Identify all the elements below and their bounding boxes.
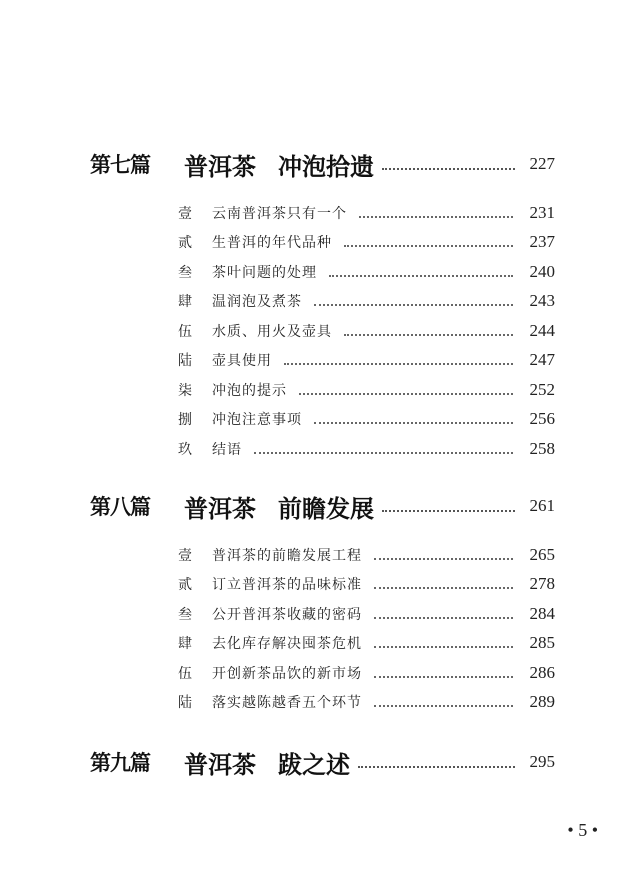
entry-title: 普洱茶的前瞻发展工程 bbox=[212, 548, 362, 564]
toc-entry[interactable] bbox=[178, 630, 555, 656]
entry-number: 壹 bbox=[178, 548, 192, 564]
entry-number: 肆 bbox=[178, 636, 192, 652]
page-number: 243 bbox=[529, 291, 555, 310]
dot-leader bbox=[329, 275, 513, 277]
chapter-title-b: 前瞻发展 bbox=[278, 493, 374, 523]
toc-entry[interactable] bbox=[178, 601, 555, 627]
chapter-title bbox=[184, 147, 374, 182]
entry-title: 生普洱的年代品种 bbox=[212, 235, 332, 251]
toc-entry[interactable] bbox=[178, 660, 555, 686]
footer-page-number: • 5 • bbox=[567, 820, 598, 840]
chapter-title-b: 跋之述 bbox=[278, 749, 350, 779]
entry-number: 伍 bbox=[178, 666, 192, 682]
entry-number: 肆 bbox=[178, 294, 192, 310]
toc-entry[interactable] bbox=[178, 200, 555, 226]
entry-number: 贰 bbox=[178, 577, 192, 593]
entry-number: 陆 bbox=[178, 695, 192, 711]
chapter-title-a: 普洱茶 bbox=[184, 493, 256, 523]
chapter-label: 第七篇 bbox=[90, 152, 150, 177]
entry-title: 壶具使用 bbox=[212, 353, 272, 369]
dot-leader bbox=[254, 452, 513, 454]
dot-leader bbox=[374, 705, 513, 707]
page-number: 261 bbox=[529, 496, 555, 515]
entry-number: 伍 bbox=[178, 324, 192, 340]
dot-leader bbox=[374, 558, 513, 560]
dot-leader bbox=[359, 216, 513, 218]
dot-leader bbox=[358, 766, 515, 768]
chapter-label: 第八篇 bbox=[90, 494, 150, 519]
dot-leader bbox=[382, 510, 515, 512]
chapter-title bbox=[184, 745, 350, 780]
chapter-heading[interactable] bbox=[90, 744, 555, 780]
entry-number: 柒 bbox=[178, 383, 192, 399]
entry-number: 贰 bbox=[178, 235, 192, 251]
toc-entry[interactable] bbox=[178, 689, 555, 715]
entry-title: 冲泡注意事项 bbox=[212, 412, 302, 428]
page-number: 278 bbox=[529, 574, 555, 593]
dot-leader bbox=[382, 168, 515, 170]
dot-leader bbox=[374, 676, 513, 678]
page-number: 295 bbox=[529, 752, 555, 771]
dot-leader bbox=[314, 304, 513, 306]
entry-number: 壹 bbox=[178, 206, 192, 222]
toc-entry[interactable] bbox=[178, 229, 555, 255]
dot-leader bbox=[284, 363, 513, 365]
page-number: 237 bbox=[529, 232, 555, 251]
entry-title: 订立普洱茶的品味标准 bbox=[212, 577, 362, 593]
page-number: 258 bbox=[529, 439, 555, 458]
dot-leader bbox=[374, 617, 513, 619]
entry-title: 水质、用火及壶具 bbox=[212, 324, 332, 340]
chapter-title-a: 普洱茶 bbox=[184, 151, 256, 181]
page-number: 227 bbox=[529, 154, 555, 173]
toc-entry[interactable] bbox=[178, 571, 555, 597]
entry-number: 陆 bbox=[178, 353, 192, 369]
page-number: 244 bbox=[529, 321, 555, 340]
toc-entry[interactable] bbox=[178, 347, 555, 373]
page-number: 256 bbox=[529, 409, 555, 428]
page-number: 240 bbox=[529, 262, 555, 281]
entry-number: 捌 bbox=[178, 412, 192, 428]
toc-entry[interactable] bbox=[178, 259, 555, 285]
dot-leader bbox=[344, 245, 513, 247]
page-number: 231 bbox=[529, 203, 555, 222]
page-number: 284 bbox=[529, 604, 555, 623]
chapter-label: 第九篇 bbox=[90, 750, 150, 775]
page-number: 289 bbox=[529, 692, 555, 711]
entry-title: 温润泡及煮茶 bbox=[212, 294, 302, 310]
entry-title: 冲泡的提示 bbox=[212, 383, 287, 399]
entry-title: 云南普洱茶只有一个 bbox=[212, 206, 347, 222]
page-number: 252 bbox=[529, 380, 555, 399]
entry-title: 去化库存解决囤茶危机 bbox=[212, 636, 362, 652]
toc-entry[interactable] bbox=[178, 377, 555, 403]
chapter-heading[interactable] bbox=[90, 488, 555, 524]
page-number: 286 bbox=[529, 663, 555, 682]
dot-leader bbox=[299, 393, 513, 395]
toc-entry[interactable] bbox=[178, 436, 555, 462]
entry-title: 开创新茶品饮的新市场 bbox=[212, 666, 362, 682]
chapter-title-a: 普洱茶 bbox=[184, 749, 256, 779]
dot-leader bbox=[344, 334, 513, 336]
chapter-title bbox=[184, 489, 374, 524]
entry-title: 结语 bbox=[212, 442, 242, 458]
dot-leader bbox=[374, 587, 513, 589]
entry-number: 玖 bbox=[178, 442, 192, 458]
entry-number: 叁 bbox=[178, 265, 192, 281]
page-number: 247 bbox=[529, 350, 555, 369]
entry-number: 叁 bbox=[178, 607, 192, 623]
entry-title: 落实越陈越香五个环节 bbox=[212, 695, 362, 711]
dot-leader bbox=[374, 646, 513, 648]
toc-entry[interactable] bbox=[178, 406, 555, 432]
entry-title: 公开普洱茶收藏的密码 bbox=[212, 607, 362, 623]
toc-entry[interactable] bbox=[178, 318, 555, 344]
toc-entry[interactable] bbox=[178, 288, 555, 314]
page-number: 265 bbox=[529, 545, 555, 564]
chapter-title-b: 冲泡拾遗 bbox=[278, 151, 374, 181]
toc-entry[interactable] bbox=[178, 542, 555, 568]
chapter-heading[interactable] bbox=[90, 146, 555, 182]
page-number: 285 bbox=[529, 633, 555, 652]
entry-title: 茶叶问题的处理 bbox=[212, 265, 317, 281]
dot-leader bbox=[314, 422, 513, 424]
